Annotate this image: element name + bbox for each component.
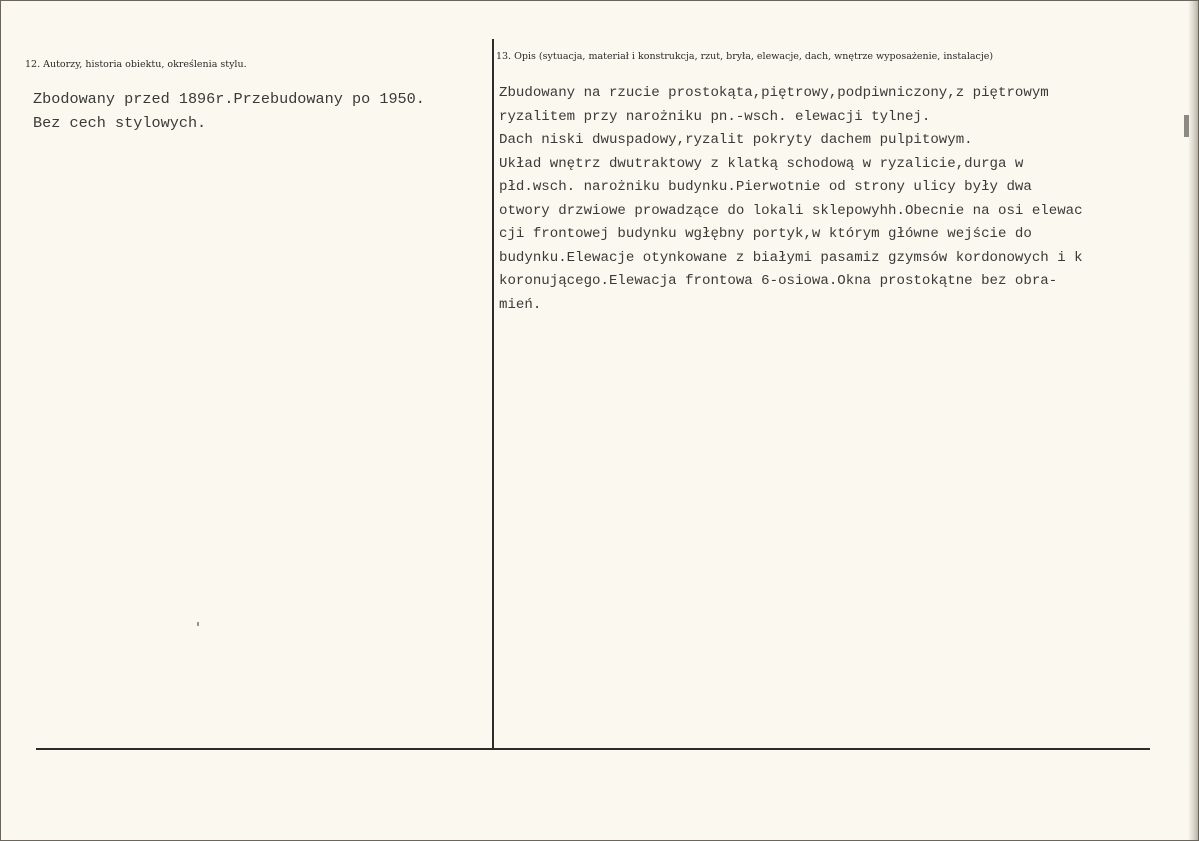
bottom-rule xyxy=(36,748,1150,750)
text-line: Układ wnętrz dwutraktowy z klatką schodową w ryzalicie,durga w xyxy=(499,155,1024,172)
edge-mark xyxy=(1184,115,1189,137)
text-line: ryzalitem przy narożniku pn.-wsch. elewacji tylnej. xyxy=(499,108,931,125)
field-13-text xyxy=(499,82,1083,317)
text-line: koronującego.Elewacja frontowa 6-osiowa.Okna prostokątne bez obra- xyxy=(499,273,1058,289)
text-line: Zbudowany na rzucie prostokąta,piętrowy,podpiwniczony,z piętrowym xyxy=(499,85,1049,101)
text-line: otwory drzwiowe prowadzące do lokali sklepowyhh.Obecnie na osi elewac xyxy=(499,202,1083,219)
text-line: płd.wsch. narożniku budynku.Pierwotnie od strony ulicy były dwa xyxy=(499,179,1032,195)
text-line: cji frontowej budynku wgłębny portyk,w którym główne wejście do xyxy=(499,226,1032,242)
card-edge-shadow xyxy=(1188,1,1198,840)
text-line: Bez cech stylowych. xyxy=(33,114,207,132)
text-line: budynku.Elewacje otynkowane z białymi pasamiz gzymsów kordonowych i k xyxy=(499,249,1083,266)
text-line: Dach niski dwuspadowy,ryzalit pokryty dachem pulpitowym. xyxy=(499,132,973,148)
text-line: Zbodowany przed 1896r.Przebudowany po 1950. xyxy=(33,90,425,108)
field-13-label: 13. Opis (sytuacja, materiał i konstrukcja, rzut, bryła, elewacje, dach, wnętrze wyposażenie, instalacje) xyxy=(496,51,994,62)
paper-speck xyxy=(197,622,199,626)
column-divider xyxy=(492,39,494,749)
text-line: mień. xyxy=(499,296,542,313)
field-12-label: 12. Autorzy, historia obiektu, określenia stylu. xyxy=(25,59,247,70)
field-12-text xyxy=(33,87,425,135)
